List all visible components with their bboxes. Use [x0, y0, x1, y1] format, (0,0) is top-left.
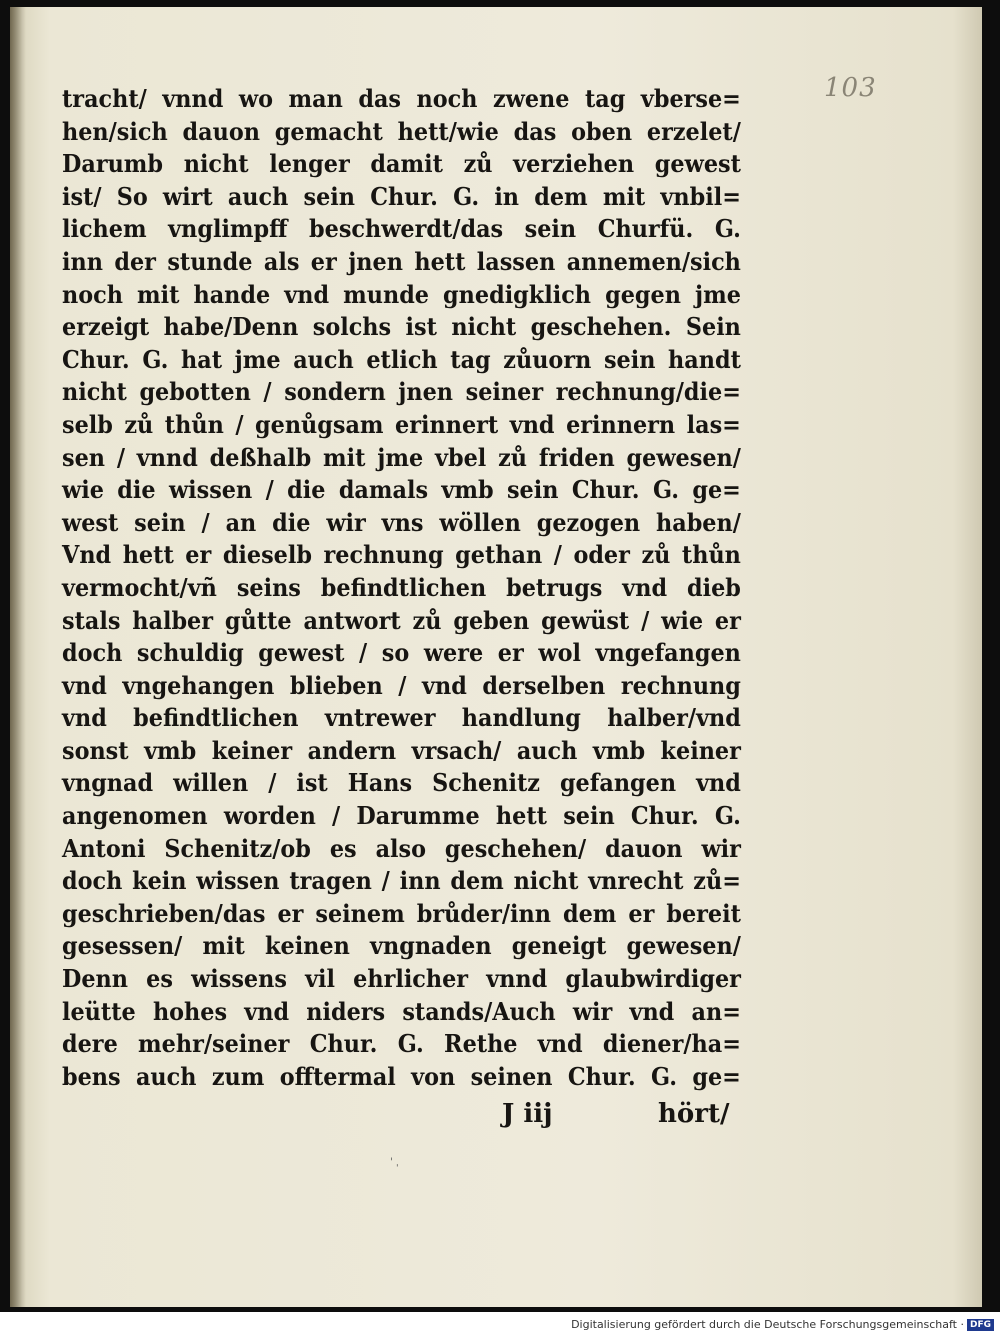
text-line: Antoni Schenitz/ob es also geschehen/ dauon wir	[62, 833, 741, 863]
text-line: noch mit hande vnd munde gnedigklich gegen jme	[62, 279, 741, 309]
text-line: sonst vmb keiner andern vrsach/ auch vmb keiner	[62, 735, 741, 765]
text-line: vngnad willen / ist Hans Schenitz gefangen vnd	[62, 768, 741, 798]
text-line: Vnd hett er dieselb rechnung gethan / oder zů thůn	[62, 540, 741, 570]
text-line: vnd vngehangen blieben / vnd derselben rechnung	[62, 670, 741, 700]
text-line: ist/ So wirt auch sein Chur. G. in dem mit vnbil=	[62, 181, 741, 211]
text-line: tracht/ vnnd wo man das noch zwene tag vberse=	[62, 84, 741, 113]
text-line: sen / vnnd deßhalb mit jme vbel zů friden gewesen/	[62, 442, 741, 472]
text-line: Denn es wissens vil ehrlicher vnnd glaubwirdiger	[62, 964, 741, 994]
signature-mark: J iij	[502, 1099, 553, 1129]
dfg-logo: DFG	[967, 1319, 994, 1331]
ink-specks: ' ˌ	[390, 1157, 399, 1168]
text-line: hen/sich dauon gemacht hett/wie das oben erzelet/	[62, 116, 741, 146]
text-line: gesessen/ mit keinen vngnaden geneigt gewesen/	[62, 931, 741, 961]
text-line: angenomen worden / Darumme hett sein Chur. G.	[62, 801, 741, 831]
text-line: bens auch zum offtermal von seinen Chur. G. ge=	[62, 1061, 741, 1091]
text-line: wie die wissen / die damals vmb sein Chur. G. ge=	[62, 475, 741, 505]
text-line: west sein / an die wir vns wöllen gezogen haben/	[62, 507, 741, 537]
text-line: vermocht/vñ seins befindtlichen betrugs vnd dieb	[62, 572, 741, 602]
text-line: vnd befindtlichen vntrewer handlung halber/vnd	[62, 703, 741, 733]
text-line: erzeigt habe/Denn solchs ist nicht geschehen. Sein	[62, 312, 741, 342]
footer-credit-text: Digitalisierung gefördert durch die Deutsche Forschungsgemeinschaft ·	[571, 1318, 964, 1331]
text-line: inn der stunde als er jnen hett lassen annemen/sich	[62, 246, 741, 276]
text-line: doch kein wissen tragen / inn dem nicht vnrecht zů=	[62, 866, 741, 896]
folio-number: 103	[824, 73, 877, 103]
text-block	[62, 83, 742, 1093]
text-line: geschrieben/das er seinem brůder/inn dem er bereit	[62, 898, 741, 928]
text-line: stals halber gůtte antwort zů geben gewüst / wie er	[62, 605, 741, 635]
text-line: selb zů thůn / genůgsam erinnert vnd erinnern las=	[62, 409, 741, 439]
page-gutter-shadow	[10, 7, 26, 1307]
text-line: nicht gebotten / sondern jnen seiner rechnung/die=	[62, 377, 741, 407]
text-line: dere mehr/seiner Chur. G. Rethe vnd diener/ha=	[62, 1029, 741, 1059]
text-line: doch schuldig gewest / so were er wol vngefangen	[62, 638, 741, 668]
text-line: leütte hohes vnd niders stands/Auch wir vnd an=	[62, 996, 741, 1026]
text-line: lichem vnglimpff beschwerdt/das sein Churfü. G.	[62, 214, 741, 244]
book-page	[10, 7, 982, 1307]
text-line: Darumb nicht lenger damit zů verziehen gewest	[62, 149, 741, 179]
text-line: Chur. G. hat jme auch etlich tag zůuorn sein handt	[62, 344, 741, 374]
catchword: hört/	[658, 1099, 730, 1129]
footer-credit	[571, 1318, 994, 1331]
